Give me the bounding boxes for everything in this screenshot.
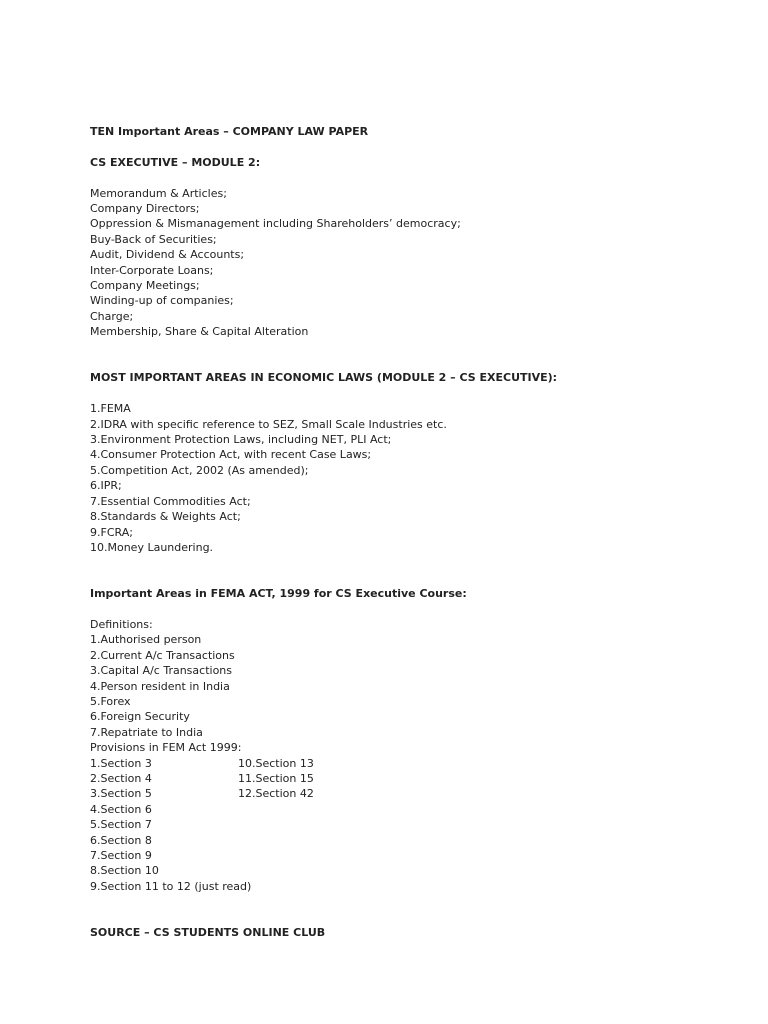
source-line: SOURCE – CS STUDENTS ONLINE CLUB xyxy=(90,926,326,940)
list-item: 4.Consumer Protection Act, with recent Case Laws; xyxy=(90,448,372,462)
list-item: 4.Person resident in India xyxy=(90,679,230,693)
list-item: Oppression & Mismanagement including Shareholders’ democracy; xyxy=(90,217,461,231)
list-item: 12.Section 42 xyxy=(238,787,314,801)
provisions-column-1 xyxy=(90,756,252,895)
list-item: 6.IPR; xyxy=(90,479,122,493)
list-item: 7.Essential Commodities Act; xyxy=(90,494,251,508)
list-item: 3.Section 5 xyxy=(90,787,152,801)
company-law-title: TEN Important Areas – COMPANY LAW PAPER xyxy=(90,125,369,138)
list-item: 8.Standards & Weights Act; xyxy=(90,510,241,524)
list-item: 5.Forex xyxy=(90,694,131,708)
list-item: Buy-Back of Securities; xyxy=(90,232,217,246)
list-item: Inter-Corporate Loans; xyxy=(90,263,214,277)
economic-laws-title: MOST IMPORTANT AREAS IN ECONOMIC LAWS (MODULE 2 – CS EXECUTIVE): xyxy=(90,371,558,385)
list-item: 7.Repatriate to India xyxy=(90,725,203,739)
list-item: 6.Foreign Security xyxy=(90,710,190,724)
list-item: Audit, Dividend & Accounts; xyxy=(90,248,245,262)
company-law-subtitle: CS EXECUTIVE – MODULE 2: xyxy=(90,155,261,169)
list-item: 3.Environment Protection Laws, including NET, PLI Act; xyxy=(90,433,392,447)
list-item: 1.Section 3 xyxy=(90,756,152,770)
list-item: 1.FEMA xyxy=(90,402,131,416)
list-item: 2.IDRA with specific reference to SEZ, Small Scale Industries etc. xyxy=(90,417,447,431)
list-item: 9.Section 11 to 12 (just read) xyxy=(90,879,252,893)
list-item: 7.Section 9 xyxy=(90,849,152,862)
list-item: Charge; xyxy=(90,309,134,323)
list-item: Memorandum & Articles; xyxy=(90,186,227,200)
list-item: 10.Money Laundering. xyxy=(90,540,214,554)
list-item: 6.Section 8 xyxy=(90,833,152,847)
list-item: 10.Section 13 xyxy=(238,756,314,770)
provisions-list xyxy=(90,756,730,895)
list-item: Company Meetings; xyxy=(90,279,200,293)
list-item: 4.Section 6 xyxy=(90,802,152,816)
document-page xyxy=(90,124,730,940)
list-item: 5.Competition Act, 2002 (As amended); xyxy=(90,463,309,477)
list-item: 2.Current A/c Transactions xyxy=(90,648,235,662)
fema-title: Important Areas in FEMA ACT, 1999 for CS Executive Course: xyxy=(90,587,467,601)
list-item: Company Directors; xyxy=(90,202,200,215)
list-item: Winding-up of companies; xyxy=(90,294,234,308)
economic-laws-list xyxy=(90,401,730,555)
definitions-label: Definitions: xyxy=(90,617,153,631)
list-item: 2.Section 4 xyxy=(90,771,152,785)
list-item: 5.Section 7 xyxy=(90,818,152,832)
definitions-list xyxy=(90,632,730,740)
list-item: 8.Section 10 xyxy=(90,864,159,878)
list-item: 1.Authorised person xyxy=(90,633,202,647)
list-item: 3.Capital A/c Transactions xyxy=(90,664,232,678)
list-item: 11.Section 15 xyxy=(238,771,314,785)
provisions-label: Provisions in FEM Act 1999: xyxy=(90,741,242,755)
list-item: Membership, Share & Capital Alteration xyxy=(90,325,309,339)
provisions-column-2 xyxy=(238,756,438,895)
list-item: 9.FCRA; xyxy=(90,525,133,539)
company-law-list xyxy=(90,186,730,340)
